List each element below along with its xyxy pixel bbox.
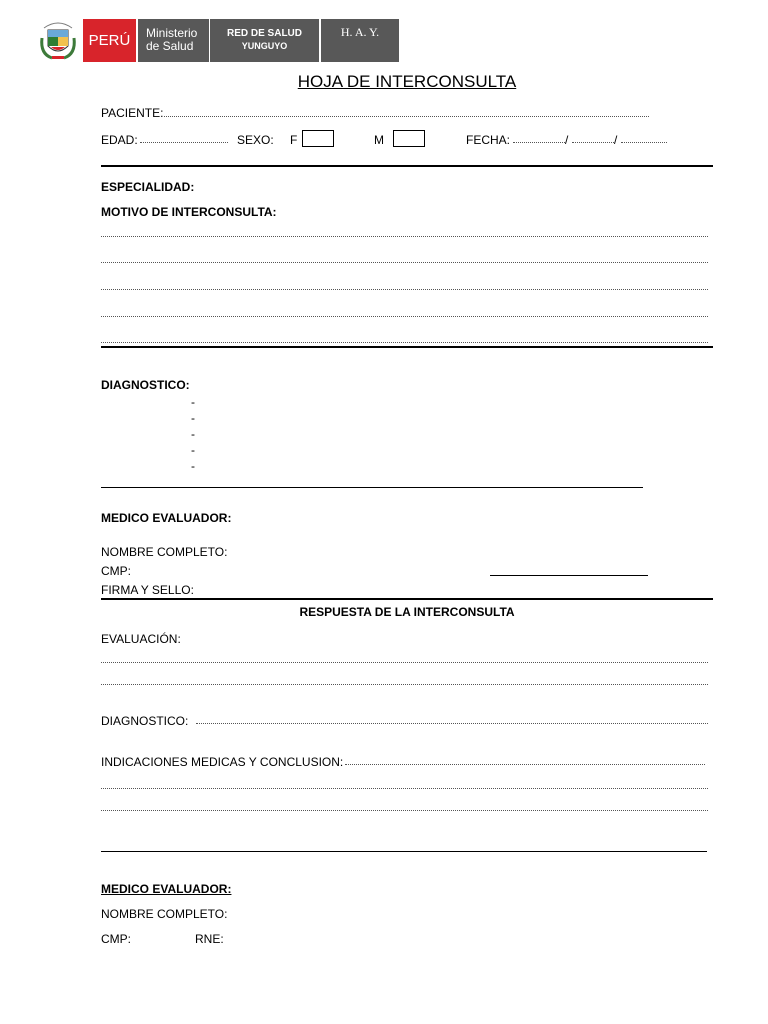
coat-of-arms-logo bbox=[38, 20, 78, 62]
edad-line[interactable] bbox=[140, 142, 228, 143]
diagnostico-bullet: - bbox=[191, 459, 195, 473]
sex-m-label: M bbox=[374, 133, 384, 147]
red-de-salud-logo bbox=[210, 19, 319, 62]
sex-f-checkbox[interactable] bbox=[302, 130, 334, 147]
indicaciones-label: INDICACIONES MEDICAS Y CONCLUSION: bbox=[101, 755, 344, 769]
nombre-completo-label: NOMBRE COMPLETO: bbox=[101, 545, 228, 559]
indicaciones-line[interactable] bbox=[101, 810, 708, 811]
respuesta-nombre-label: NOMBRE COMPLETO: bbox=[101, 907, 228, 921]
sex-f-label: F bbox=[290, 133, 298, 147]
motivo-line[interactable] bbox=[101, 316, 708, 317]
diagnostico-bullet: - bbox=[191, 411, 195, 425]
respuesta-cmp-label: CMP: bbox=[101, 932, 131, 946]
motivo-line[interactable] bbox=[101, 236, 708, 237]
diagnostico-bullet: - bbox=[191, 443, 195, 457]
fecha-slash-2: / bbox=[614, 133, 618, 147]
motivo-label: MOTIVO DE INTERCONSULTA: bbox=[101, 205, 277, 219]
indicaciones-line[interactable] bbox=[345, 764, 705, 765]
respuesta-medico-label: MEDICO EVALUADOR: bbox=[101, 882, 232, 896]
respuesta-diagnostico-label: DIAGNOSTICO: bbox=[101, 714, 189, 728]
section-divider bbox=[101, 346, 713, 348]
medico-evaluador-label: MEDICO EVALUADOR: bbox=[101, 511, 232, 525]
sex-m-checkbox[interactable] bbox=[393, 130, 425, 147]
respuesta-diagnostico-line[interactable] bbox=[196, 723, 708, 724]
hay-logo bbox=[321, 19, 399, 62]
diagnostico-bullet: - bbox=[191, 395, 195, 409]
fecha-year-line[interactable] bbox=[621, 142, 667, 143]
paciente-label: PACIENTE: bbox=[101, 106, 164, 120]
diagnostico-bullet: - bbox=[191, 427, 195, 441]
peru-logo bbox=[83, 19, 136, 62]
diagnostico-label: DIAGNOSTICO: bbox=[101, 378, 190, 392]
motivo-line[interactable] bbox=[101, 342, 708, 343]
indicaciones-line[interactable] bbox=[101, 788, 708, 789]
ministry-logo bbox=[138, 19, 209, 62]
paciente-line[interactable] bbox=[164, 116, 649, 117]
section-divider bbox=[101, 165, 713, 167]
especialidad-label: ESPECIALIDAD: bbox=[101, 180, 195, 194]
hay-label: H. A. Y. bbox=[340, 25, 380, 39]
fecha-slash-1: / bbox=[565, 133, 569, 147]
red-line2: YUNGUYO bbox=[241, 41, 288, 51]
fecha-month-line[interactable] bbox=[572, 142, 614, 143]
respuesta-end-line bbox=[101, 851, 707, 852]
evaluacion-line[interactable] bbox=[101, 684, 708, 685]
respuesta-rne-label: RNE: bbox=[195, 932, 224, 946]
ministry-line1: Ministerio bbox=[146, 26, 198, 40]
signature-line[interactable] bbox=[490, 575, 648, 576]
edad-label: EDAD: bbox=[101, 133, 138, 147]
cmp-label: CMP: bbox=[101, 564, 131, 578]
motivo-line[interactable] bbox=[101, 262, 708, 263]
red-line1: RED DE SALUD bbox=[226, 28, 302, 39]
diagnostico-end-line bbox=[101, 487, 643, 488]
fecha-label: FECHA: bbox=[466, 133, 511, 147]
sexo-label: SEXO: bbox=[237, 133, 274, 147]
motivo-line[interactable] bbox=[101, 289, 708, 290]
fecha-day-line[interactable] bbox=[513, 142, 565, 143]
page-title: HOJA DE INTERCONSULTA bbox=[297, 72, 517, 91]
firma-sello-label: FIRMA Y SELLO: bbox=[101, 583, 194, 597]
respuesta-heading: RESPUESTA DE LA INTERCONSULTA bbox=[299, 605, 515, 619]
evaluacion-line[interactable] bbox=[101, 662, 708, 663]
peru-label: PERÚ bbox=[88, 32, 131, 49]
section-divider bbox=[101, 598, 713, 600]
ministry-line2: de Salud bbox=[146, 39, 194, 53]
evaluacion-label: EVALUACIÓN: bbox=[101, 632, 181, 646]
